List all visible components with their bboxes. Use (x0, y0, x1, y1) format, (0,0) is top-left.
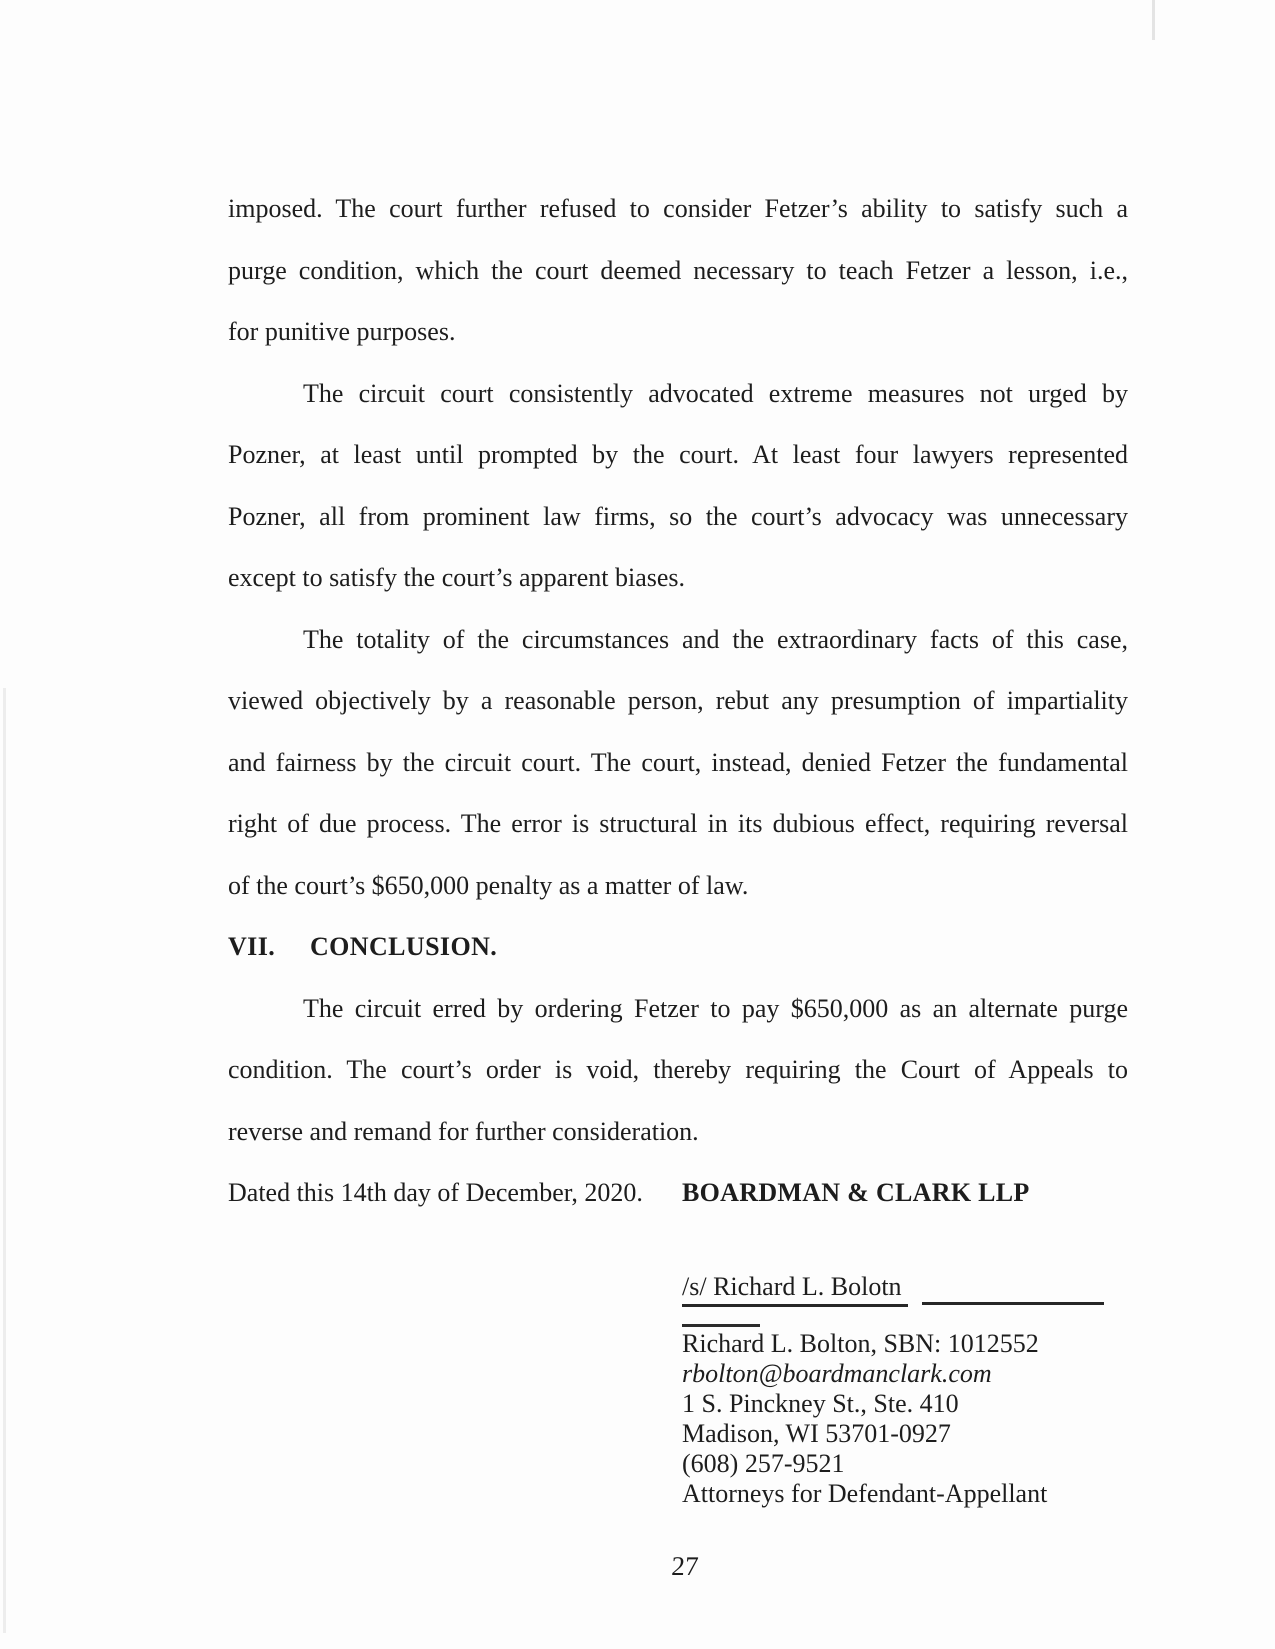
attorney-email: rbolton@boardmanclark.com (682, 1359, 992, 1388)
text-line: purge condition, which the court deemed necessary to teach Fetzer a lesson, i.e., (228, 255, 1128, 285)
text-line: and fairness by the circuit court. The court, instead, denied Fetzer the fundamental (228, 747, 1128, 777)
section-numeral: VII. (228, 932, 276, 961)
attorney-role: Attorneys for Defendant-Appellant (682, 1479, 1048, 1508)
section-title: CONCLUSION. (310, 932, 498, 961)
text-line: except to satisfy the court’s apparent biases. (228, 563, 686, 592)
scan-artifact-left-edge (3, 688, 6, 1633)
text-line: condition. The court’s order is void, thereby requiring the Court of Appeals to (228, 1055, 1128, 1084)
scan-artifact-top-right (1152, 0, 1155, 40)
text-line: Pozner, all from prominent law firms, so the court’s advocacy was unnecessary (228, 501, 1128, 531)
attorney-name-sbn: Richard L. Bolton, SBN: 1012552 (682, 1329, 1039, 1358)
text-line: The totality of the circumstances and the extraordinary facts of this case, (303, 624, 1128, 654)
text-line: The circuit erred by ordering Fetzer to pay $650,000 as an alternate purge (303, 993, 1128, 1023)
signature-row (682, 1272, 1112, 1304)
attorney-address-city: Madison, WI 53701-0927 (682, 1419, 951, 1448)
signature-short-rule (682, 1324, 760, 1327)
attorney-phone: (608) 257-9521 (682, 1449, 845, 1478)
page-number: 27 (670, 1551, 700, 1581)
text-line: imposed. The court further refused to consider Fetzer’s ability to satisfy such a (228, 194, 1128, 223)
signature-s-line: /s/ Richard L. Bolotn (682, 1272, 908, 1307)
text-line: reverse and remand for further consideration. (228, 1116, 699, 1146)
document-content (228, 178, 1128, 1224)
signature-line-extension (922, 1302, 1104, 1305)
text-line: viewed objectively by a reasonable person, rebut any presumption of impartiality (228, 686, 1128, 715)
firm-name: BOARDMAN & CLARK LLP (682, 1178, 1030, 1207)
section-heading (228, 916, 1128, 978)
signature-block (682, 1272, 1112, 1509)
dated-text: Dated this 14th day of December, 2020. (228, 1178, 643, 1207)
text-line: for punitive purposes. (228, 317, 456, 346)
text-line: The circuit court consistently advocated extreme measures not urged by (303, 378, 1128, 408)
text-line: Pozner, at least until prompted by the court. At least four lawyers represented (228, 440, 1128, 469)
text-line: of the court’s $650,000 penalty as a matter of law. (228, 870, 749, 900)
dated-row (228, 1162, 1128, 1224)
document-body (228, 178, 1128, 1162)
attorney-address-street: 1 S. Pinckney St., Ste. 410 (682, 1389, 959, 1418)
text-line: right of due process. The error is structural in its dubious effect, requiring reversal (228, 809, 1128, 838)
